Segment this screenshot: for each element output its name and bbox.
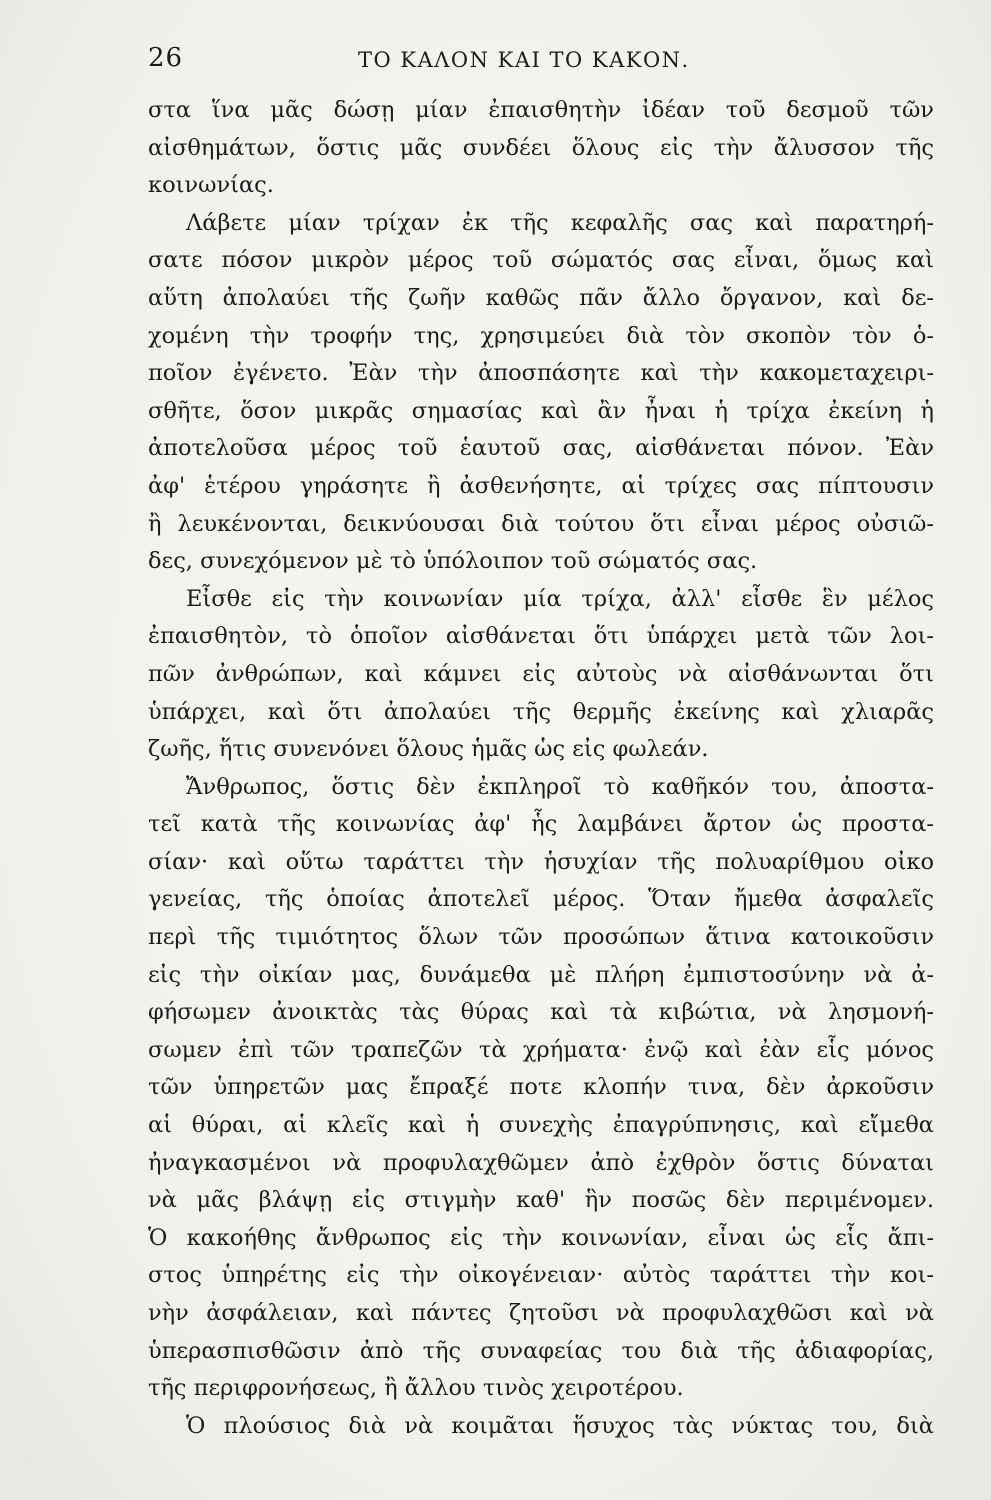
text-line: Ὁ κακοήθης ἄνθρωπος εἰς τὴν κοινωνίαν, εἶναι ὡς εἷς ἄπι- [148, 1224, 934, 1251]
text-line: εἰς τὴν οἰκίαν μας, δυνάμεθα μὲ πλήρη ἐμπιστοσύνην νὰ ἀ- [148, 961, 934, 988]
text-line: αἱ θύραι, αἱ κλεῖς καὶ ἡ συνεχὴς ἐπαγρύπνησις, καὶ εἴμεθα [148, 1112, 934, 1139]
text-line: γενείας, τῆς ὁποίας ἀποτελεῖ μέρος. Ὅταν ἤμεθα ἀσφαλεῖς [148, 886, 934, 913]
text-line: σωμεν ἐπὶ τῶν τραπεζῶν τὰ χρήματα· ἐνῷ καὶ ἐὰν εἷς μόνος [148, 1036, 934, 1063]
text-line: ἠναγκασμένοι νὰ προφυλαχθῶμεν ἀπὸ ἐχθρὸν ὅστις δύναται [148, 1149, 934, 1176]
text-line: περὶ τῆς τιμιότητος ὅλων τῶν προσώπων ἅτινα κατοικοῦσιν [148, 924, 934, 951]
text-line: στα ἵνα μᾶς δώσῃ μίαν ἐπαισθητὴν ἰδέαν τοῦ δεσμοῦ τῶν [148, 97, 934, 123]
text-line: ζωῆς, ἥτις συνενόνει ὅλους ἡμᾶς ὡς εἰς φωλεάν. [148, 736, 709, 763]
text-line: ποῖον ἐγένετο. Ἐὰν τὴν ἀποσπάσητε καὶ τὴν κακομεταχειρι- [148, 360, 934, 387]
text-line: σίαν· καὶ οὕτω ταράττει τὴν ἡσυχίαν τῆς πολυαρίθμου οἰκο [148, 848, 934, 875]
text-line: ἐπαισθητὸν, τὸ ὁποῖον αἰσθάνεται ὅτι ὑπάρχει μετὰ τῶν λοι- [148, 623, 934, 650]
text-line: στος ὑπηρέτης εἰς τὴν οἰκογένειαν· αὐτὸς ταράττει τὴν κοι- [148, 1262, 934, 1289]
text-line: πῶν ἀνθρώπων, καὶ κάμνει εἰς αὐτοὺς νὰ αἰσθάνωνται ὅτι [148, 660, 934, 687]
paragraph-start-line: Ὁ πλούσιος διὰ νὰ κοιμᾶται ἥσυχος τὰς νύκτας του, διὰ [186, 1412, 934, 1439]
text-line: ὑπάρχει, καὶ ὅτι ἀπολαύει τῆς θερμῆς ἐκείνης καὶ χλιαρᾶς [148, 698, 934, 725]
body-text [148, 92, 934, 1445]
text-line: αἰσθημάτων, ὅστις μᾶς συνδέει ὅλους εἰς τὴν ἄλυσσον τῆς [148, 134, 934, 161]
running-head: ΤΟ ΚΑΛΟΝ ΚΑΙ ΤΟ ΚΑΚΟΝ. [358, 48, 690, 72]
text-line: ἀφ' ἑτέρου γηράσητε ἢ ἀσθενήσητε, αἱ τρίχες σας πίπτουσιν [148, 472, 934, 499]
text-line: σθῆτε, ὅσον μικρᾶς σημασίας καὶ ἂν ἦναι ἡ τρίχα ἐκείνη ἡ [148, 397, 934, 424]
text-line: νὰ μᾶς βλάψῃ εἰς στιγμὴν καθ' ἣν ποσῶς δὲν περιμένομεν. [148, 1187, 934, 1214]
text-line: χομένη τὴν τροφήν της, χρησιμεύει διὰ τὸν σκοπὸν τὸν ὁ- [148, 322, 934, 349]
text-line: ὑπερασπισθῶσιν ἀπὸ τῆς συναφείας του διὰ τῆς ἀδιαφορίας, [148, 1337, 934, 1364]
paragraph-start-line: Λάβετε μίαν τρίχαν ἐκ τῆς κεφαλῆς σας καὶ παρατηρή- [186, 209, 934, 236]
text-line: φήσωμεν ἀνοικτὰς τὰς θύρας καὶ τὰ κιβώτια, νὰ λησμονή- [148, 999, 934, 1026]
text-line: τεῖ κατὰ τῆς κοινωνίας ἀφ' ἧς λαμβάνει ἄρτον ὡς προστα- [148, 811, 934, 838]
text-line: ἀποτελοῦσα μέρος τοῦ ἑαυτοῦ σας, αἰσθάνεται πόνον. Ἐὰν [148, 435, 934, 462]
paragraph-start-line: Ἄνθρωπος, ὅστις δὲν ἐκπληροῖ τὸ καθῆκόν του, ἀποστα- [186, 773, 934, 800]
text-line: σατε πόσον μικρὸν μέρος τοῦ σώματός σας εἶναι, ὅμως καὶ [148, 247, 934, 274]
text-line: δες, συνεχόμενον μὲ τὸ ὑπόλοιπον τοῦ σώματός σας. [148, 548, 758, 575]
page-header [148, 38, 934, 78]
text-line: τῆς περιφρονήσεως, ἢ ἄλλου τινὸς χειροτέρου. [148, 1375, 684, 1402]
paragraph-start-line: Εἶσθε εἰς τὴν κοινωνίαν μία τρίχα, ἀλλ' εἶσθε ἓν μέλος [186, 585, 934, 612]
page-number: 26 [148, 43, 184, 73]
text-line: αὕτη ἀπολαύει τῆς ζωῆν καθῶς πᾶν ἄλλο ὄργανον, καὶ δε- [148, 284, 934, 311]
text-line: νὴν ἀσφάλειαν, καὶ πάντες ζητοῦσι νὰ προφυλαχθῶσι καὶ νὰ [148, 1300, 934, 1326]
text-line: κοινωνίας. [148, 172, 274, 199]
text-line: τῶν ὑπηρετῶν μας ἔπραξέ ποτε κλοπήν τινα, δὲν ἀρκοῦσιν [148, 1074, 934, 1101]
text-line: ἢ λευκένονται, δεικνύουσαι διὰ τούτου ὅτι εἶναι μέρος οὐσιῶ- [148, 510, 934, 537]
